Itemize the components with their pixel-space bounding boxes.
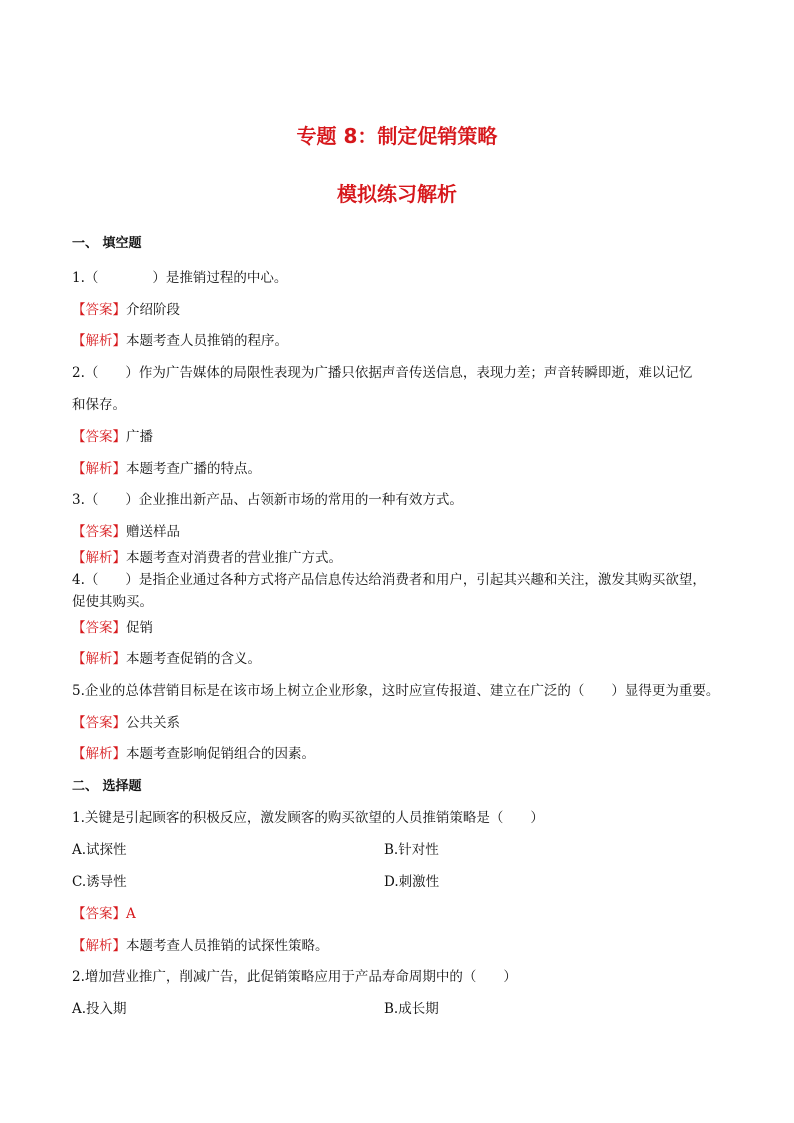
analysis-row <box>72 546 342 566</box>
answer-label: 【答案】 <box>72 620 126 636</box>
question-4-line1: 4.（ ）是指企业通过各种方式将产品信息传达给消费者和用户，引起其兴趣和关注，激发其购买欲望， <box>72 572 706 588</box>
answer-label: 【答案】 <box>72 302 126 318</box>
analysis-text: 本题考查人员推销的程序。 <box>126 333 288 349</box>
page-subtitle: 模拟练习解析 <box>337 182 457 206</box>
answer-text: 介绍阶段 <box>126 302 180 318</box>
answer-text: 广播 <box>126 429 153 445</box>
answer-label: 【答案】 <box>72 429 126 445</box>
answer-text: 赠送样品 <box>126 524 180 540</box>
answer-text: 促销 <box>126 620 153 636</box>
choice-question-1: 1.关键是引起顾客的积极反应，激发顾客的购买欲望的人员推销策略是（ ） <box>72 810 544 826</box>
analysis-label: 【解析】 <box>72 651 126 667</box>
analysis-row <box>72 329 288 349</box>
analysis-label: 【解析】 <box>72 746 126 762</box>
section-heading-choice: 二、 选择题 <box>72 779 142 794</box>
analysis-row <box>72 457 261 477</box>
answer-row <box>72 616 153 636</box>
analysis-row <box>72 647 261 667</box>
analysis-label: 【解析】 <box>72 938 126 954</box>
analysis-row <box>72 934 329 954</box>
answer-text: 公共关系 <box>126 715 180 731</box>
option-a: A.投入期 <box>72 1001 127 1017</box>
answer-row <box>72 711 180 731</box>
analysis-text: 本题考查对消费者的营业推广方式。 <box>126 550 342 566</box>
question-3: 3.（ ）企业推出新产品、占领新市场的常用的一种有效方式。 <box>72 492 463 508</box>
answer-label: 【答案】 <box>72 906 126 922</box>
question-4-line2: 促使其购买。 <box>72 594 153 610</box>
answer-row <box>72 425 153 445</box>
option-c: C.诱导性 <box>72 874 127 890</box>
analysis-text: 本题考查人员推销的试探性策略。 <box>126 938 329 954</box>
answer-text: A <box>126 906 136 922</box>
answer-row <box>72 520 180 540</box>
analysis-text: 本题考查影响促销组合的因素。 <box>126 746 315 762</box>
choice-question-2: 2.增加营业推广，削减广告，此促销策略应用于产品寿命周期中的（ ） <box>72 969 517 985</box>
option-a: A.试探性 <box>72 842 127 858</box>
question-5: 5.企业的总体营销目标是在该市场上树立企业形象，这时应宣传报道、建立在广泛的（ ）显得更为重要。 <box>72 683 720 699</box>
option-b: B.成长期 <box>384 1001 439 1017</box>
page-title: 专题 8：制定促销策略 <box>296 124 498 148</box>
analysis-row <box>72 742 315 762</box>
answer-label: 【答案】 <box>72 715 126 731</box>
question-2-line2: 和保存。 <box>72 397 126 413</box>
analysis-label: 【解析】 <box>72 550 126 566</box>
answer-label: 【答案】 <box>72 524 126 540</box>
question-2-line1: 2.（ ）作为广告媒体的局限性表现为广播只依据声音传送信息，表现力差；声音转瞬即逝，难以记忆 <box>72 365 693 381</box>
analysis-text: 本题考查促销的含义。 <box>126 651 261 667</box>
option-d: D.刺激性 <box>384 874 440 890</box>
option-b: B.针对性 <box>384 842 439 858</box>
analysis-text: 本题考查广播的特点。 <box>126 461 261 477</box>
answer-row <box>72 298 180 318</box>
answer-row <box>72 902 136 922</box>
analysis-label: 【解析】 <box>72 333 126 349</box>
section-heading-fill-in: 一、 填空题 <box>72 236 142 251</box>
question-1: 1.（ ）是推销过程的中心。 <box>72 270 288 286</box>
analysis-label: 【解析】 <box>72 461 126 477</box>
